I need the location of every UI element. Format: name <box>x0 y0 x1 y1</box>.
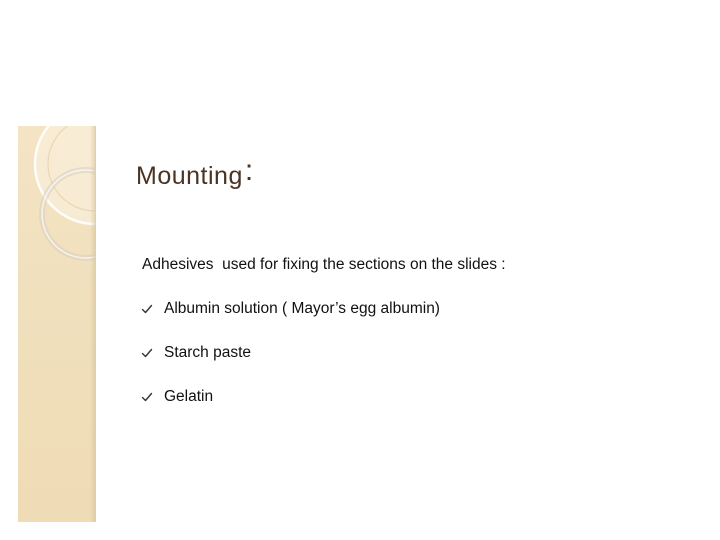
list-item-label: Starch paste <box>164 344 252 361</box>
list-item-label: Albumin solution ( Mayor’s egg albumin) <box>164 300 440 317</box>
decorative-circles-graphic <box>18 126 95 522</box>
checkmark-icon <box>141 391 153 403</box>
decorative-side-strip <box>18 126 96 522</box>
list-item-label: Gelatin <box>164 388 214 405</box>
checkmark-icon <box>141 347 153 359</box>
slide-title-colon: : <box>244 154 254 187</box>
slide-title <box>136 154 254 192</box>
intro-text: Adhesives used for fixing the sections on the slides : <box>142 256 506 273</box>
checkmark-icon <box>141 303 153 315</box>
slide-title-text: Mounting <box>136 162 243 190</box>
